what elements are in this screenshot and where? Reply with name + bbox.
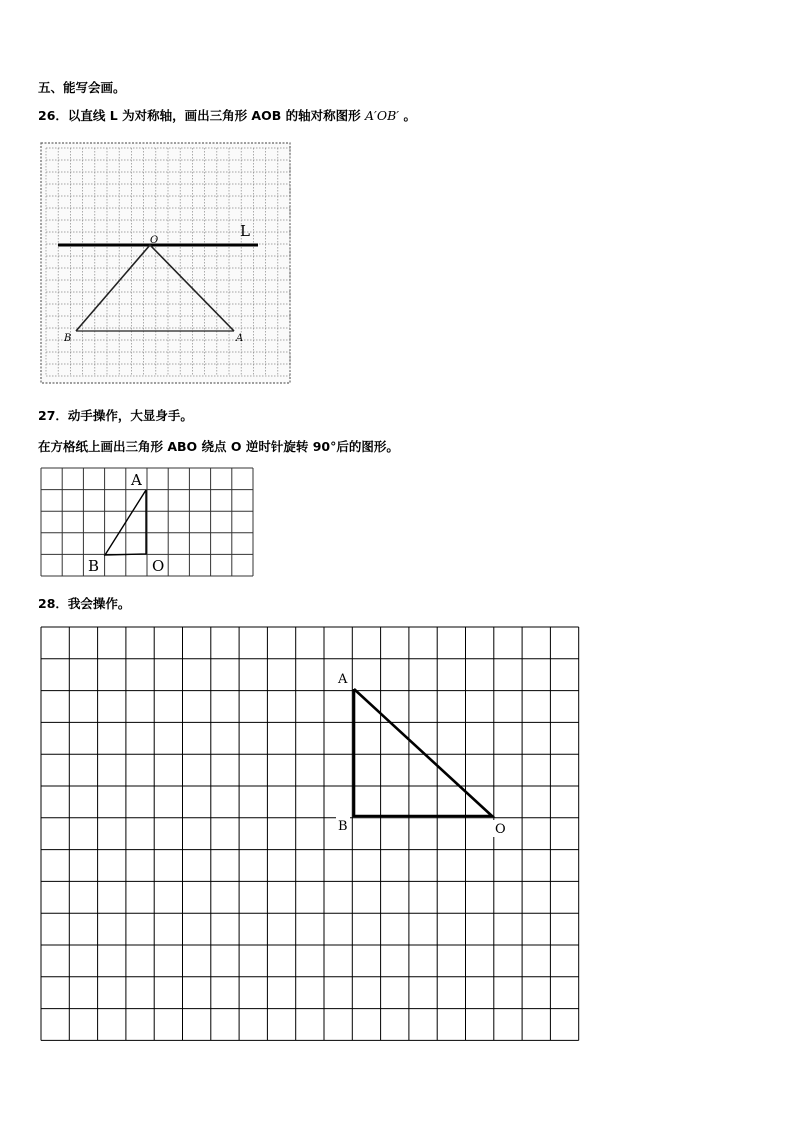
q27-label-b: B	[88, 557, 100, 575]
q26-prompt: 26．以直线 L 为对称轴，画出三角形 AOB 的轴对称图形	[38, 108, 361, 123]
q27-figure	[40, 467, 255, 579]
q26-label-a: A	[236, 333, 244, 344]
q27-grid	[41, 468, 253, 576]
q28-figure	[40, 626, 580, 1042]
q27-label-o: O	[152, 557, 165, 575]
section-heading: 五、能写会画。	[38, 80, 126, 95]
q27-label-a: A	[131, 471, 142, 489]
q28-label-a: A	[338, 672, 348, 687]
q26-label-l: L	[240, 222, 250, 240]
q28-hypotenuse	[354, 689, 492, 816]
q26-label-b: B	[64, 333, 72, 344]
q26-label-o: O	[150, 235, 159, 246]
q26-math: A′OB′	[364, 108, 400, 123]
q28-label-o: O	[495, 822, 506, 837]
q26-grid-border	[41, 143, 290, 383]
q26-figure	[40, 142, 292, 386]
q26-text	[38, 106, 416, 124]
q27-instruction: 在方格纸上画出三角形 ABO 绕点 O 逆时针旋转 90°后的图形。	[38, 439, 399, 454]
q26-tail: 。	[403, 108, 416, 123]
q28-title: 28．我会操作。	[38, 596, 131, 611]
q28-label-b: B	[338, 819, 348, 834]
q27-title: 27．动手操作，大显身手。	[38, 408, 193, 423]
